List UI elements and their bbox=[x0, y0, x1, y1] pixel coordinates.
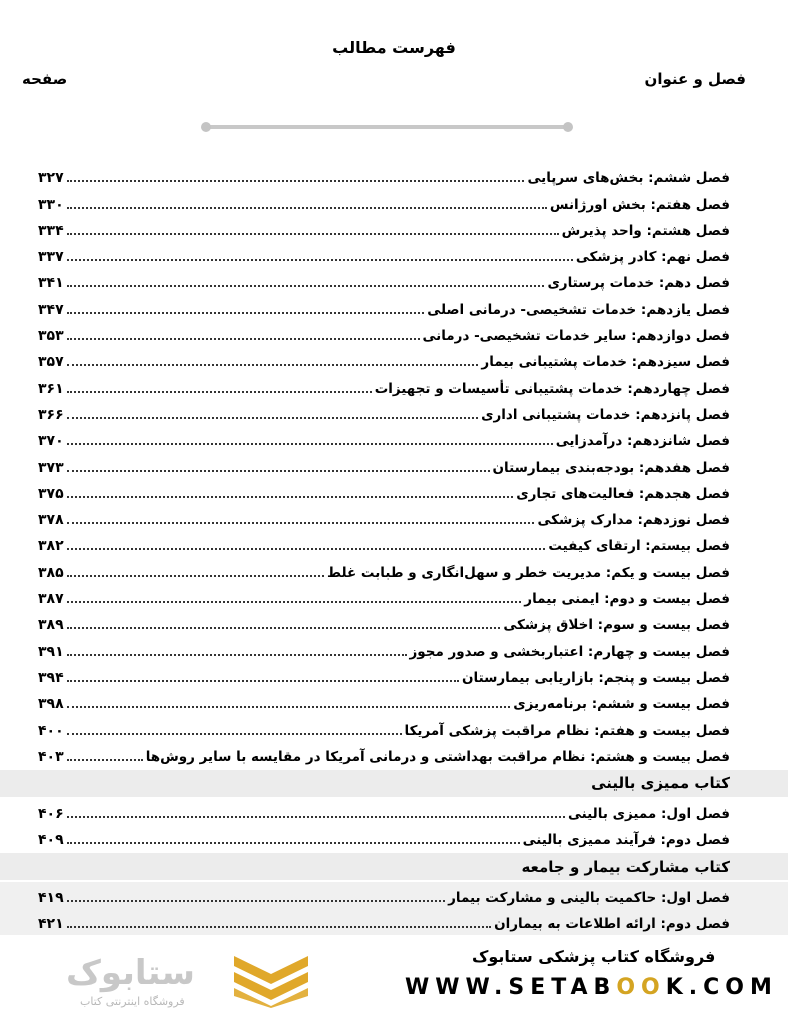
logo-chevron-icon bbox=[232, 952, 310, 1008]
toc-entry-page: ۳۸۷ bbox=[38, 591, 64, 608]
dot-leader bbox=[67, 706, 511, 708]
toc-entry-page: ۳۷۵ bbox=[38, 485, 64, 502]
dot-leader bbox=[67, 207, 547, 209]
book-section-heading: کتاب ممیزی بالینی bbox=[0, 770, 788, 797]
toc-entry-title: فصل دوم: فرآیند ممیزی بالینی bbox=[522, 832, 730, 849]
toc-entry[interactable] bbox=[0, 294, 788, 320]
toc-entry-title: فصل بیست و سوم: اخلاق پزشکی bbox=[503, 617, 730, 634]
toc-entry-title: فصل اول: ممیزی بالینی bbox=[568, 806, 730, 823]
toc-entry[interactable] bbox=[0, 825, 788, 851]
toc-entry-title: فصل هشتم: واحد پذیرش bbox=[561, 222, 730, 239]
store-url[interactable] bbox=[405, 975, 778, 1000]
dot-leader bbox=[67, 470, 490, 472]
toc-entry-title: فصل بیست و پنجم: بازاریابی بیمارستان bbox=[461, 669, 730, 686]
dot-leader bbox=[67, 733, 402, 735]
dot-leader bbox=[67, 233, 559, 235]
toc-entry-title: فصل بیست و دوم: ایمنی بیمار bbox=[524, 591, 730, 608]
toc-entry[interactable] bbox=[0, 584, 788, 610]
toc-entry-title: فصل ششم: بخش‌های سرپایی bbox=[527, 170, 730, 187]
divider-dot-right bbox=[563, 122, 573, 132]
title-divider bbox=[205, 125, 569, 129]
dot-leader bbox=[67, 759, 143, 761]
url-part-2: K.COM bbox=[665, 975, 778, 1000]
dot-leader bbox=[67, 391, 372, 393]
toc-entry[interactable] bbox=[0, 452, 788, 478]
dot-leader bbox=[67, 627, 501, 629]
logo-wordmark: ستابوک bbox=[66, 953, 195, 993]
toc-entry-page: ۳۵۷ bbox=[38, 354, 64, 371]
toc-entry-page: ۳۸۵ bbox=[38, 564, 64, 581]
toc-entry-page: ۳۷۰ bbox=[38, 433, 64, 450]
toc-entry-title: فصل بیست و یکم: مدیریت خطر و سهل‌انگاری و طبابت غلط bbox=[327, 564, 730, 581]
dot-leader bbox=[67, 926, 491, 928]
toc-entry-title: فصل شانزدهم: درآمدزایی bbox=[555, 433, 730, 450]
toc-entry-page: ۳۷۳ bbox=[38, 459, 64, 476]
toc-entry[interactable] bbox=[0, 163, 788, 189]
toc-list bbox=[0, 163, 788, 935]
url-accent-o: O bbox=[616, 975, 642, 1000]
dot-leader bbox=[67, 285, 545, 287]
divider-dot-left bbox=[201, 122, 211, 132]
dot-leader bbox=[67, 417, 479, 419]
toc-entry-page: ۴۱۹ bbox=[38, 889, 64, 906]
column-header-page: صفحه bbox=[22, 70, 68, 88]
toc-entry[interactable] bbox=[0, 373, 788, 399]
toc-entry-page: ۴۰۶ bbox=[38, 806, 64, 823]
toc-entry-page: ۳۲۷ bbox=[38, 170, 64, 187]
dot-leader bbox=[67, 522, 535, 524]
toc-entry[interactable] bbox=[0, 715, 788, 741]
toc-entry[interactable] bbox=[0, 557, 788, 583]
toc-entry-title: فصل نهم: کادر پزشکی bbox=[575, 249, 730, 266]
url-accent-o: O bbox=[641, 975, 666, 1000]
dot-leader bbox=[67, 259, 573, 261]
toc-entry[interactable] bbox=[0, 799, 788, 825]
toc-entry-page: ۳۵۳ bbox=[38, 328, 64, 345]
toc-entry[interactable] bbox=[0, 400, 788, 426]
toc-entry[interactable] bbox=[0, 479, 788, 505]
toc-entry[interactable] bbox=[0, 636, 788, 662]
toc-entry-page: ۳۳۴ bbox=[38, 222, 64, 239]
toc-entry-title: فصل دهم: خدمات پرستاری bbox=[547, 275, 730, 292]
toc-entry[interactable] bbox=[0, 610, 788, 636]
dot-leader bbox=[67, 180, 525, 182]
toc-entry-title: فصل بیست و چهارم: اعتباربخشی و صدور مجوز bbox=[409, 643, 730, 660]
toc-entry-page: ۳۹۸ bbox=[38, 696, 64, 713]
dot-leader bbox=[67, 601, 522, 603]
dot-leader bbox=[67, 680, 459, 682]
toc-entry-title: فصل یازدهم: خدمات تشخیصی- درمانی اصلی bbox=[427, 301, 730, 318]
dot-leader bbox=[67, 364, 479, 366]
toc-entry-page: ۳۸۹ bbox=[38, 617, 64, 634]
dot-leader bbox=[67, 312, 425, 314]
toc-entry-title: فصل هفتم: بخش اورژانس bbox=[549, 196, 730, 213]
dot-leader bbox=[67, 842, 520, 844]
toc-entry[interactable] bbox=[0, 663, 788, 689]
toc-entry[interactable] bbox=[0, 689, 788, 715]
dot-leader bbox=[67, 900, 446, 902]
toc-entry-title: فصل دوازدهم: سایر خدمات تشخیصی- درمانی bbox=[422, 328, 730, 345]
toc-entry[interactable] bbox=[0, 189, 788, 215]
toc-entry-title: فصل بیست و ششم: برنامه‌ریزی bbox=[513, 696, 730, 713]
toc-entry-title: فصل هجدهم: فعالیت‌های تجاری bbox=[516, 485, 730, 502]
toc-entry-page: ۳۷۸ bbox=[38, 512, 64, 529]
toc-entry-title: فصل نوزدهم: مدارک پزشکی bbox=[537, 512, 730, 529]
toc-entry-title: فصل چهاردهم: خدمات پشتیبانی تأسیسات و تجهیزات bbox=[374, 380, 730, 397]
dot-leader bbox=[67, 575, 324, 577]
toc-entry[interactable] bbox=[0, 268, 788, 294]
toc-entry-page: ۳۶۶ bbox=[38, 406, 64, 423]
toc-entry-page: ۳۴۱ bbox=[38, 275, 64, 292]
toc-entry[interactable] bbox=[0, 505, 788, 531]
dot-leader bbox=[67, 496, 514, 498]
page-title: فهرست مطالب bbox=[332, 38, 456, 57]
toc-entry[interactable] bbox=[0, 216, 788, 242]
toc-entry-title: فصل بیست و هفتم: نظام مراقبت پزشکی آمریکا bbox=[404, 722, 730, 739]
toc-entry-page: ۴۰۳ bbox=[38, 748, 64, 765]
toc-entry[interactable] bbox=[0, 882, 788, 908]
logo-tagline: فروشگاه اینترنتی کتاب bbox=[80, 995, 185, 1008]
toc-entry-title: فصل پانزدهم: خدمات پشتیبانی اداری bbox=[481, 406, 730, 423]
toc-entry[interactable] bbox=[0, 742, 788, 768]
toc-entry-title: فصل اول: حاکمیت بالینی و مشارکت بیمار bbox=[448, 889, 730, 906]
toc-entry[interactable] bbox=[0, 909, 788, 935]
toc-entry-page: ۳۴۷ bbox=[38, 301, 64, 318]
toc-entry-title: فصل بیست و هشتم: نظام مراقبت بهداشتی و درمانی آمریکا در مقایسه با سایر روش‌ها bbox=[145, 748, 730, 765]
dot-leader bbox=[67, 338, 420, 340]
url-part-1: WWW.SETAB bbox=[405, 975, 617, 1000]
toc-entry[interactable] bbox=[0, 531, 788, 557]
toc-entry-title: فصل بیستم: ارتقای کیفیت bbox=[548, 538, 730, 555]
toc-entry-page: ۳۹۱ bbox=[38, 643, 64, 660]
toc-entry[interactable] bbox=[0, 242, 788, 268]
toc-entry-page: ۴۲۱ bbox=[38, 916, 64, 933]
toc-entry[interactable] bbox=[0, 347, 788, 373]
column-header-chapter: فصل و عنوان bbox=[644, 70, 746, 88]
toc-entry-page: ۳۸۲ bbox=[38, 538, 64, 555]
footer bbox=[0, 935, 788, 1012]
toc-entry-title: فصل هفدهم: بودجه‌بندی بیمارستان bbox=[492, 459, 730, 476]
toc-entry-page: ۳۹۴ bbox=[38, 669, 64, 686]
dot-leader bbox=[67, 654, 407, 656]
toc-entry-page: ۳۳۰ bbox=[38, 196, 64, 213]
dot-leader bbox=[67, 443, 553, 445]
store-name: فروشگاه کتاب پزشکی ستابوک bbox=[472, 947, 716, 966]
toc-entry-page: ۴۰۹ bbox=[38, 832, 64, 849]
dot-leader bbox=[67, 816, 565, 818]
toc-entry-page: ۳۳۷ bbox=[38, 249, 64, 266]
toc-entry-title: فصل سیزدهم: خدمات پشتیبانی بیمار bbox=[481, 354, 730, 371]
toc-entry-page: ۳۶۱ bbox=[38, 380, 64, 397]
book-section-heading: کتاب مشارکت بیمار و جامعه bbox=[0, 853, 788, 880]
toc-entry-title: فصل دوم: ارائه اطلاعات به بیماران bbox=[494, 916, 730, 933]
toc-entry[interactable] bbox=[0, 426, 788, 452]
toc-entry[interactable] bbox=[0, 321, 788, 347]
dot-leader bbox=[67, 548, 546, 550]
toc-entry-page: ۴۰۰ bbox=[38, 722, 64, 739]
